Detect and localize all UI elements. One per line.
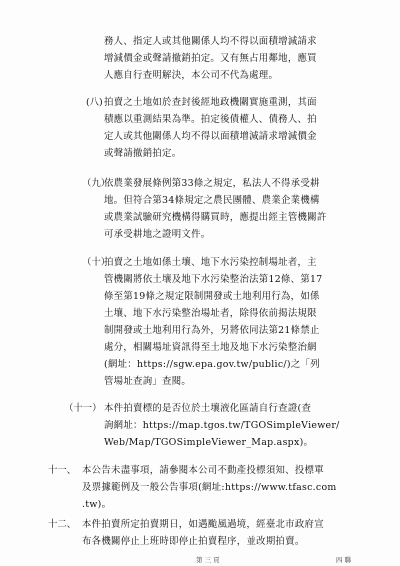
- text-line: 本公告未盡事項，請參閱本公司不動產投標須知、投標單: [82, 465, 324, 476]
- item-label: （十一）: [64, 403, 102, 414]
- text-line: 或農業試驗研究機構得購買時，應提出經主管機關許: [104, 212, 327, 223]
- text-line: 定人或其他關係人均不得以面積增減請求增減價金: [104, 131, 317, 142]
- text-line: 人應自行查明解決，本公司不代為處理。: [104, 70, 279, 81]
- text-line: 處分，相關場址資訊得至土地及地下水污染整治網: [104, 342, 317, 353]
- text-line: 積應以重測結果為準。拍定後債權人、債務人、拍: [104, 114, 317, 125]
- text-line: (網址：https://sgw.epa.gov.tw/public/)之「列: [104, 359, 320, 370]
- text-line: 管機關將依土壤及地下水污染整治法第12條、第17: [104, 274, 323, 285]
- text-line: 務人、指定人或其他關係人均不得以面積增減請求: [104, 36, 317, 47]
- copy-count: 四 聯: [336, 556, 352, 564]
- text-line: 拍賣之土地如係土壤、地下水污染控制場址者，主: [104, 257, 317, 268]
- text-line: 詢網址：https://map.tgos.tw/TGOSimpleViewer/: [104, 420, 340, 431]
- section-label: 十二、: [48, 519, 77, 530]
- text-line: 可承受耕地之證明文件。: [104, 229, 211, 240]
- text-line: 地。但符合第34條規定之農民團體、農業企業機構: [104, 195, 320, 206]
- text-line: 或聲請撤銷拍定。: [104, 148, 182, 159]
- text-line: 條至第19條之規定限制開發或土地利用行為，如係: [104, 291, 320, 302]
- section-label: 十一、: [48, 465, 77, 476]
- text-line: 增減價金或聲請撤銷拍定。又有無占用鄰地，應買: [104, 53, 317, 64]
- text-line: 土壤、地下水污染整治場址者，除得依前揭法規限: [104, 308, 317, 319]
- text-line: 依農業發展條例第33條之規定，私法人不得承受耕: [104, 178, 320, 189]
- text-line: 本件拍賣標的是否位於土壤液化區請自行查證(查: [104, 403, 312, 414]
- text-line: 及票據範例及一般公告事項(網址:https://www.tfasc.com: [82, 482, 337, 493]
- item-label: (八): [86, 97, 103, 108]
- item-label: （九）: [82, 178, 111, 189]
- item-label: （十）: [82, 257, 111, 268]
- text-line: 制開發或土地利用行為外，另將依同法第21條禁止: [104, 325, 320, 336]
- text-line: 管場址查詢」查閱。: [104, 376, 192, 387]
- text-line: 拍賣之土地如於查封後經地政機關實施重測，其面: [104, 97, 317, 108]
- text-line: Web/Map/TGOSimpleViewer_Map.aspx)。: [104, 437, 314, 448]
- text-line: 布各機關停止上班時即停止拍賣程序，並改期拍賣。: [82, 536, 305, 547]
- text-line: 本件拍賣所定拍賣期日，如遇颱風過境，經臺北市政府宣: [82, 519, 324, 530]
- text-line: .tw)。: [82, 499, 112, 510]
- page-number: 第 三 頁: [196, 556, 220, 564]
